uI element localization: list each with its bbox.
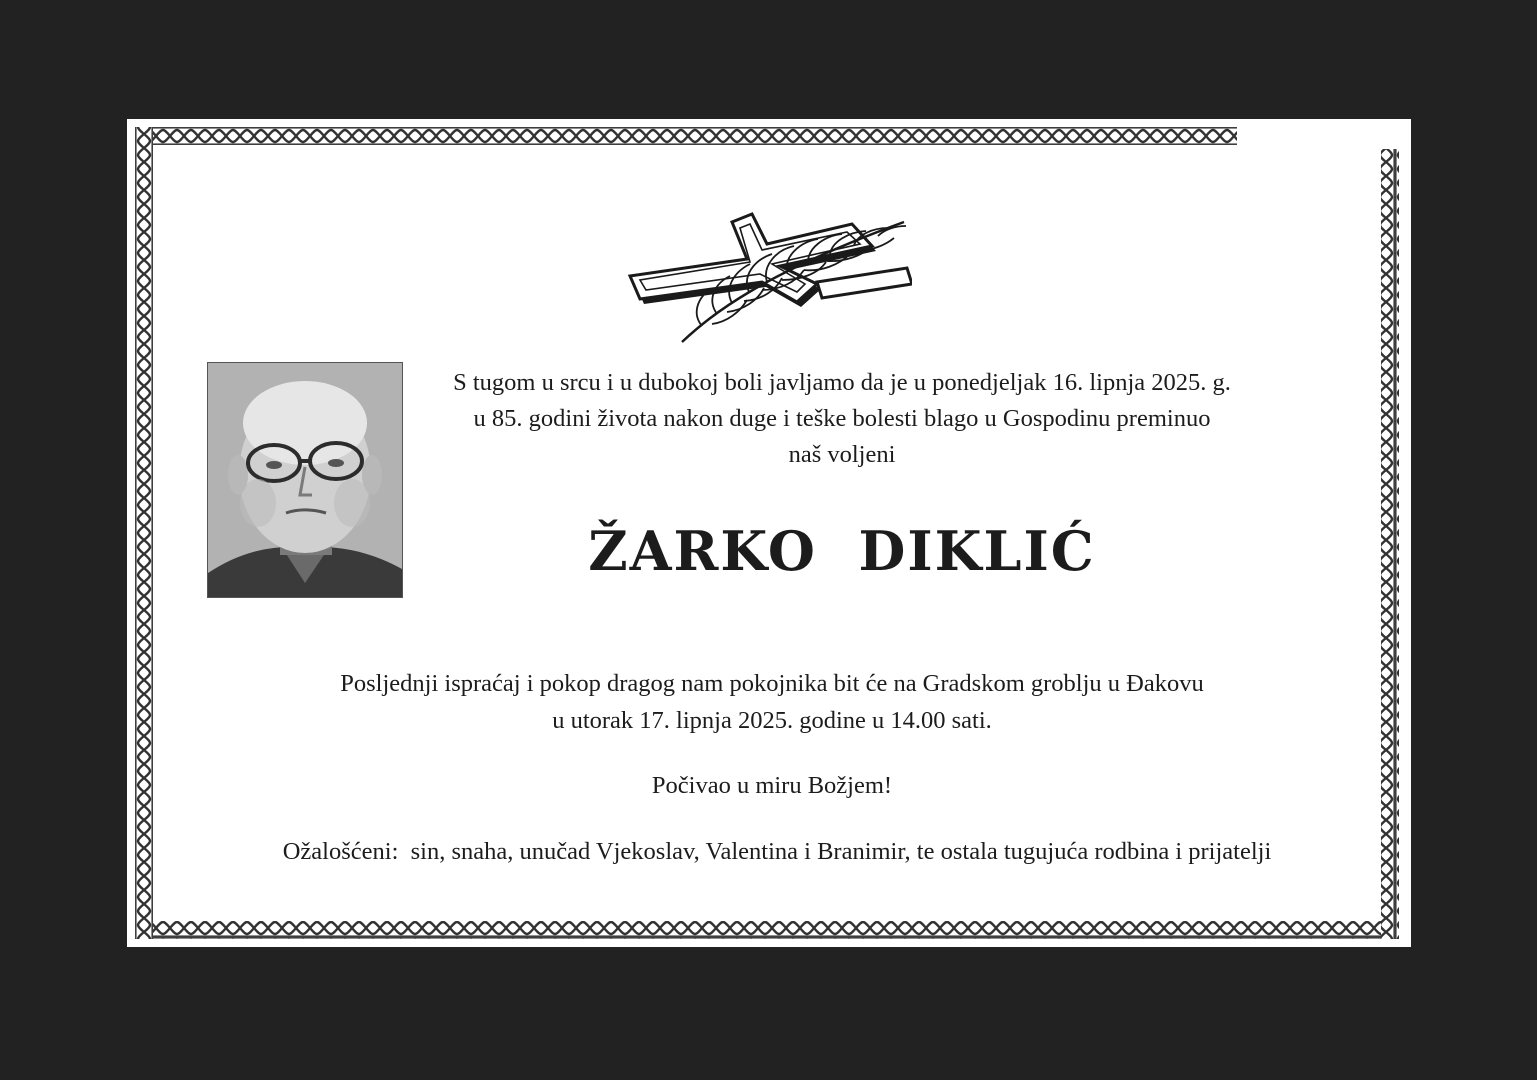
funeral-details xyxy=(187,665,1357,739)
cross-with-palm-branch-icon xyxy=(622,204,912,344)
deceased-name: ŽARKO DIKLIĆ xyxy=(588,519,1096,583)
announcement-line: S tugom u srcu i u dubokoj boli javljamo da je u ponedjeljak 16. lipnja 2025. g. xyxy=(453,369,1231,396)
farewell-text: Počivao u miru Božjem! xyxy=(651,772,893,799)
mourners-text: Ožalošćeni: sin, snaha, unučad Vjekoslav, Valentina i Branimir, te ostala tugujuća rodbina i prijatelji xyxy=(282,838,1272,865)
announcement-text xyxy=(407,365,1277,473)
announcement-line: u 85. godini života nakon duge i teške bolesti blago u Gospodinu preminuo xyxy=(473,405,1211,432)
obituary-paper xyxy=(127,119,1411,947)
portrait-photo xyxy=(207,362,403,598)
funeral-line: u utorak 17. lipnja 2025. godine u 14.00 sati. xyxy=(552,707,992,734)
announcement-line: naš voljeni xyxy=(788,441,896,468)
funeral-line: Posljednji ispraćaj i pokop dragog nam pokojnika bit će na Gradskom groblju u Đakovu xyxy=(340,670,1204,697)
